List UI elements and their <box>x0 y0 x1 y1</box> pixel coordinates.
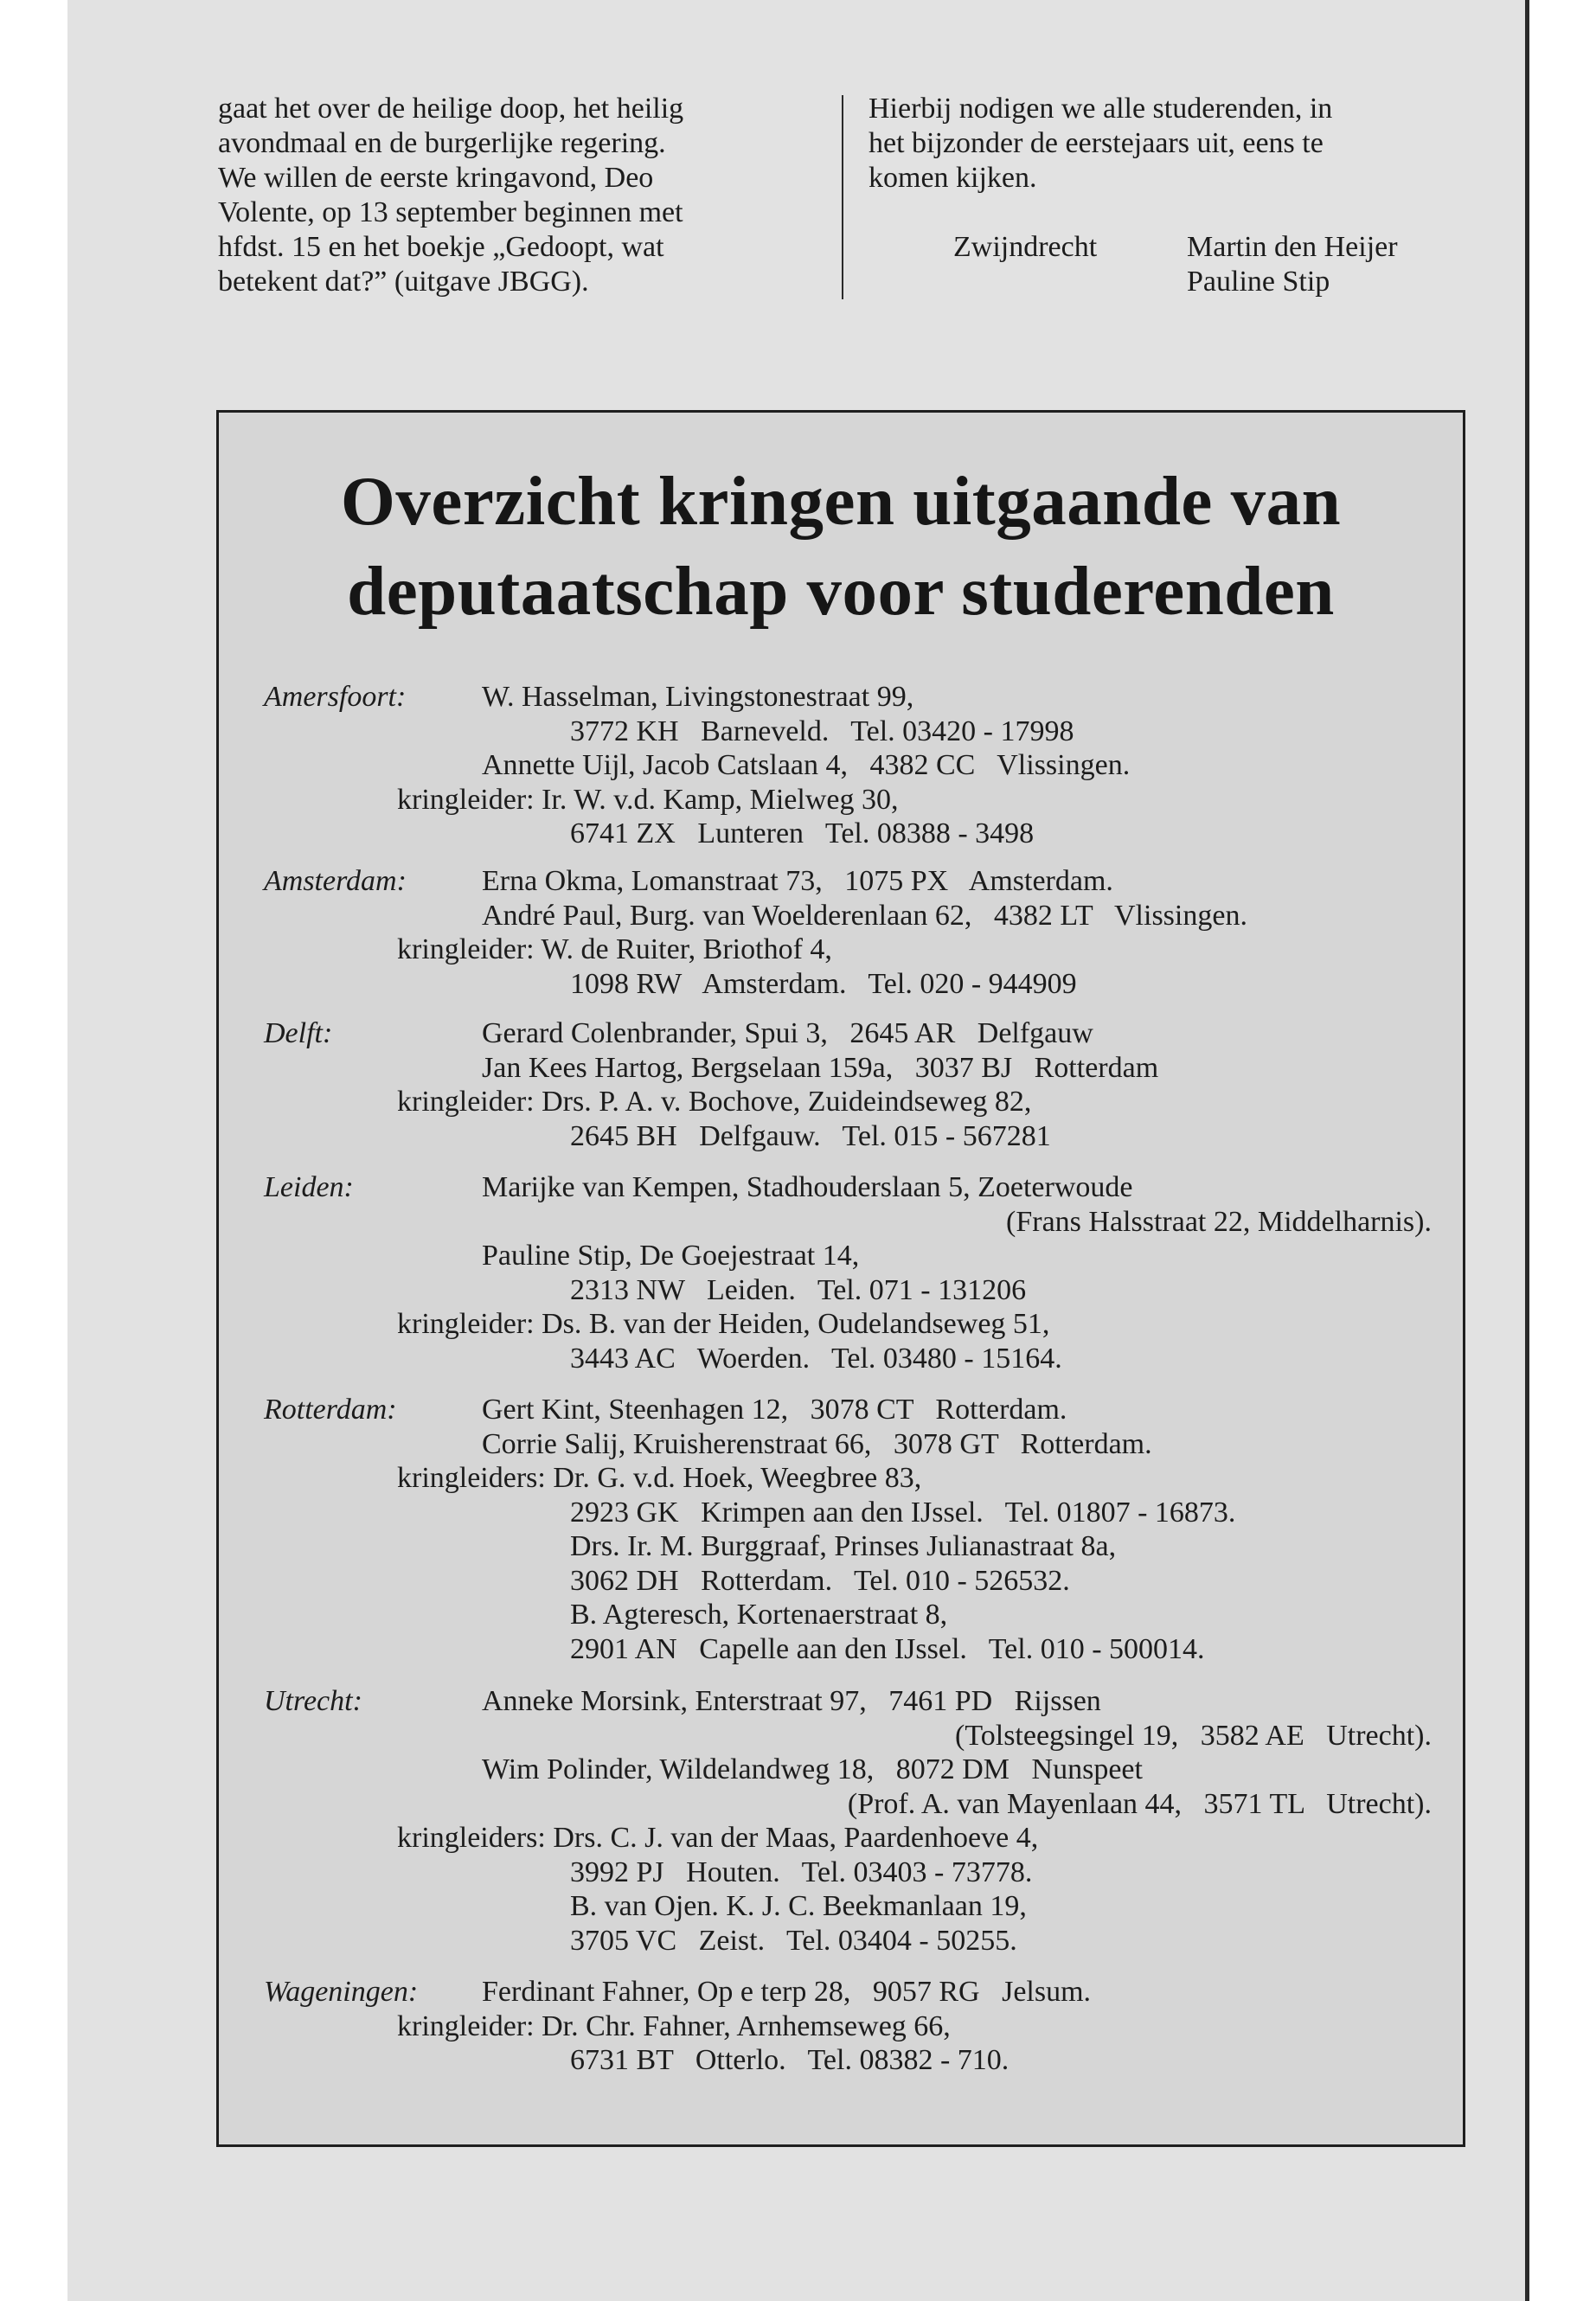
address-line: B. Agteresch, Kortenaerstraat 8, <box>570 1599 948 1631</box>
city-label: Amersfoort: <box>264 681 407 713</box>
text-line: hfdst. 15 en het boekje „Gedoopt, wat <box>218 231 664 263</box>
entry-amsterdam <box>219 864 1463 1003</box>
address-line: 3705 VC Zeist. Tel. 03404 - 50255. <box>570 1925 1017 1957</box>
city-label: Wageningen: <box>264 1976 419 2008</box>
address-line: (Frans Halsstraat 22, Middelharnis). <box>1006 1206 1432 1238</box>
address-line: Jan Kees Hartog, Bergselaan 159a, 3037 BJ Rotterdam <box>482 1052 1159 1084</box>
address-line: 6731 BT Otterlo. Tel. 08382 - 710. <box>570 2044 1010 2076</box>
address-line: (Tolsteegsingel 19, 3582 AE Utrecht). <box>955 1720 1432 1752</box>
city-label: Delft: <box>264 1017 333 1049</box>
signer-name: Pauline Stip <box>1187 266 1330 298</box>
city-label: Amsterdam: <box>264 865 407 897</box>
address-line: 2313 NW Leiden. Tel. 071 - 131206 <box>570 1274 1027 1306</box>
text-line: betekent dat?” (uitgave JBGG). <box>218 266 589 298</box>
text-line: avondmaal en de burgerlijke regering. <box>218 127 666 159</box>
text-line: het bijzonder de eerstejaars uit, eens te <box>869 127 1324 159</box>
city-label: Utrecht: <box>264 1685 362 1717</box>
signature-place: Zwijndrecht <box>953 231 1098 263</box>
leader-line: kringleider: Ir. W. v.d. Kamp, Mielweg 30, <box>397 784 899 816</box>
address-line: André Paul, Burg. van Woelderenlaan 62, 4382 LT Vlissingen. <box>482 900 1247 932</box>
address-line: 1098 RW Amsterdam. Tel. 020 - 944909 <box>570 968 1077 1000</box>
address-line: Marijke van Kempen, Stadhouderslaan 5, Zoeterwoude <box>482 1171 1133 1203</box>
leader-line: kringleider: Ds. B. van der Heiden, Oudelandseweg 51, <box>397 1308 1050 1340</box>
address-line: 3772 KH Barneveld. Tel. 03420 - 17998 <box>570 715 1074 747</box>
address-line: 6741 ZX Lunteren Tel. 08388 - 3498 <box>570 817 1035 849</box>
address-line: Erna Okma, Lomanstraat 73, 1075 PX Amsterdam. <box>482 865 1113 897</box>
address-line: 3062 DH Rotterdam. Tel. 010 - 526532. <box>570 1565 1070 1597</box>
address-line: Pauline Stip, De Goejestraat 14, <box>482 1240 860 1272</box>
intro-right-column <box>869 92 1332 195</box>
address-line: 2923 GK Krimpen aan den IJssel. Tel. 01807 - 16873. <box>570 1497 1236 1529</box>
title-line: Overzicht kringen uitgaande van <box>340 462 1342 540</box>
entry-amersfoort <box>219 680 1463 853</box>
address-line: 2645 BH Delfgauw. Tel. 015 - 567281 <box>570 1120 1051 1152</box>
address-line: Ferdinant Fahner, Op e terp 28, 9057 RG Jelsum. <box>482 1976 1092 2008</box>
address-line: Gerard Colenbrander, Spui 3, 2645 AR Delfgauw <box>482 1017 1093 1049</box>
city-label: Rotterdam: <box>264 1394 397 1426</box>
address-line: Corrie Salij, Kruisherenstraat 66, 3078 GT Rotterdam. <box>482 1428 1152 1460</box>
address-line: 3443 AC Woerden. Tel. 03480 - 15164. <box>570 1343 1062 1375</box>
leader-line: kringleider: Dr. Chr. Fahner, Arnhemseweg 66, <box>397 2010 951 2042</box>
leader-line: kringleider: Drs. P. A. v. Bochove, Zuideindseweg 82, <box>397 1086 1032 1118</box>
entry-wageningen <box>219 1975 1463 2079</box>
address-line: Annette Uijl, Jacob Catslaan 4, 4382 CC Vlissingen. <box>482 749 1131 781</box>
text-line: gaat het over de heilige doop, het heilig <box>218 93 684 125</box>
box-title <box>219 456 1463 636</box>
text-line: Volente, op 13 september beginnen met <box>218 196 683 228</box>
address-line: (Prof. A. van Mayenlaan 44, 3571 TL Utrecht). <box>847 1788 1432 1820</box>
entry-utrecht <box>219 1684 1463 1961</box>
signature-names <box>1187 230 1398 299</box>
leader-line: kringleiders: Dr. G. v.d. Hoek, Weegbree 83, <box>397 1462 922 1494</box>
leader-line: kringleiders: Drs. C. J. van der Maas, Paardenhoeve 4, <box>397 1822 1039 1854</box>
intro-left-column <box>218 92 683 299</box>
entry-delft <box>219 1016 1463 1155</box>
leader-line: kringleider: W. de Ruiter, Briothof 4, <box>397 933 832 965</box>
title-line: deputaatschap voor studerenden <box>347 552 1335 630</box>
kringen-overview-box <box>216 410 1465 2147</box>
address-line: B. van Ojen. K. J. C. Beekmanlaan 19, <box>570 1890 1027 1922</box>
entry-leiden <box>219 1170 1463 1378</box>
address-line: W. Hasselman, Livingstonestraat 99, <box>482 681 914 713</box>
text-line: komen kijken. <box>869 162 1037 194</box>
text-line: We willen de eerste kringavond, Deo <box>218 162 654 194</box>
address-line: Wim Polinder, Wildelandweg 18, 8072 DM Nunspeet <box>482 1753 1143 1785</box>
entry-rotterdam <box>219 1393 1463 1670</box>
signer-name: Martin den Heijer <box>1187 231 1398 263</box>
address-line: 2901 AN Capelle aan den IJssel. Tel. 010 - 500014. <box>570 1633 1205 1665</box>
text-line: Hierbij nodigen we alle studerenden, in <box>869 93 1333 125</box>
address-line: Gert Kint, Steenhagen 12, 3078 CT Rotterdam. <box>482 1394 1067 1426</box>
column-divider <box>842 95 843 299</box>
page-edge <box>1525 0 1529 2301</box>
address-line: 3992 PJ Houten. Tel. 03403 - 73778. <box>570 1856 1033 1888</box>
city-label: Leiden: <box>264 1171 354 1203</box>
address-line: Anneke Morsink, Enterstraat 97, 7461 PD Rijssen <box>482 1685 1101 1717</box>
address-line: Drs. Ir. M. Burggraaf, Prinses Julianastraat 8a, <box>570 1530 1117 1562</box>
